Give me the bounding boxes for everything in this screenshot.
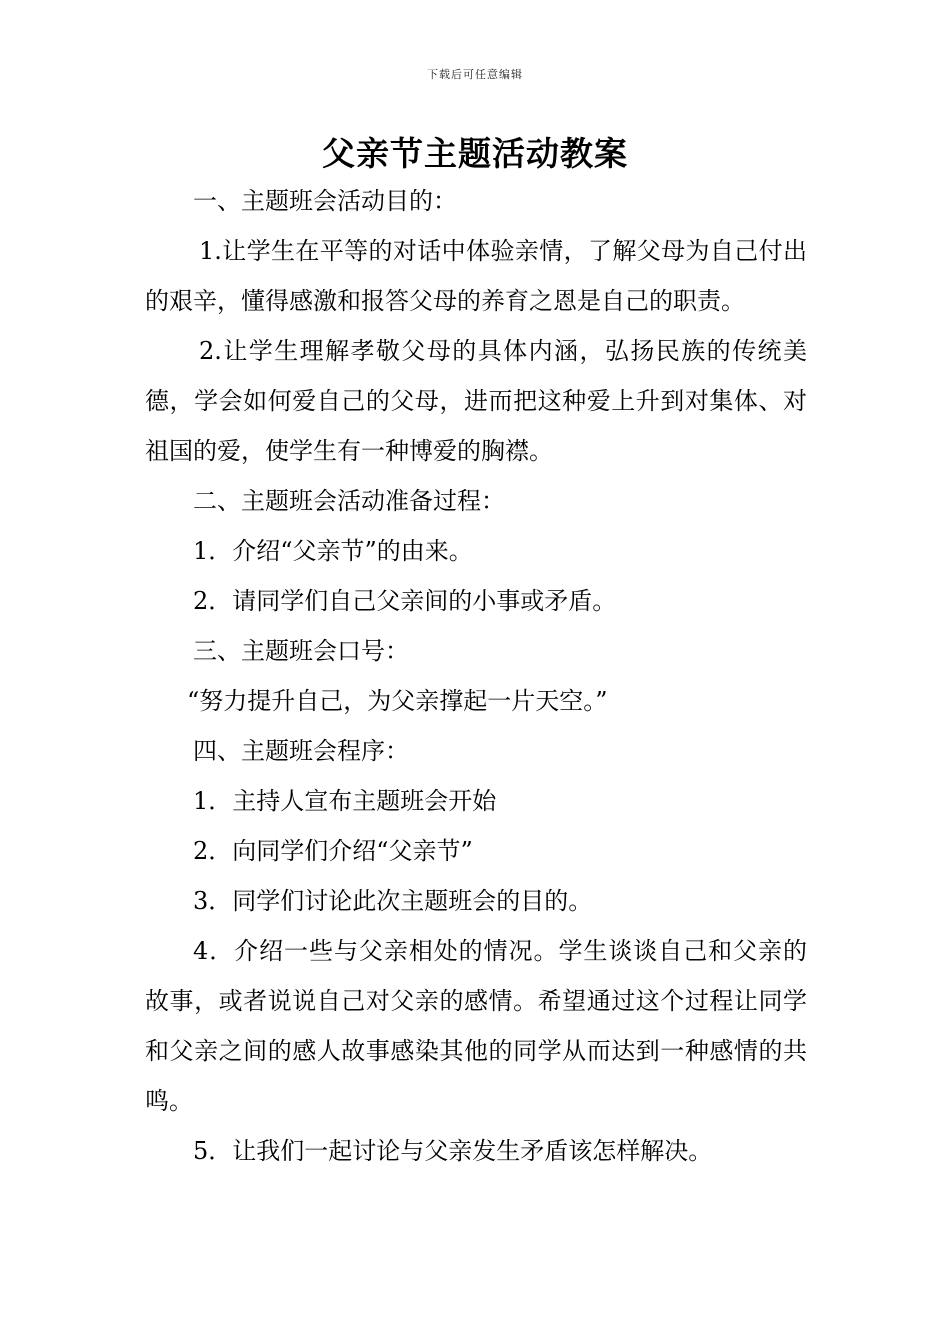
section-heading-preparation: 二、主题班会活动准备过程：	[193, 487, 505, 515]
slogan-quote: “努力提升自己，为父亲撑起一片天空。”	[187, 687, 608, 715]
document-title: 父亲节主题活动教案	[322, 134, 628, 173]
list-item-procedure-2: 2．向同学们介绍“父亲节”	[193, 837, 473, 865]
list-item-procedure-3: 3．同学们讨论此次主题班会的目的。	[193, 887, 593, 915]
header-note: 下载后可任意编辑	[427, 68, 523, 81]
list-item-preparation-1: 1．介绍“父亲节”的由来。	[193, 537, 473, 565]
document-body	[145, 176, 807, 1176]
section-heading-slogan: 三、主题班会口号：	[193, 637, 409, 665]
paragraph-purpose-2: 2.让学生理解孝敬父母的具体内涵，弘扬民族的传统美德，学会如何爱自己的父母，进而把这种爱上升到对集体、对祖国的爱，使学生有一种博爱的胸襟。	[145, 337, 807, 465]
list-item-procedure-1: 1．主持人宣布主题班会开始	[193, 787, 497, 815]
section-heading-procedure: 四、主题班会程序：	[193, 737, 409, 765]
paragraph-purpose-1: 1.让学生在平等的对话中体验亲情，了解父母为自己付出的艰辛，懂得感激和报答父母的养育之恩是自己的职责。	[145, 237, 807, 315]
section-heading-purpose: 一、主题班会活动目的：	[193, 187, 457, 215]
list-item-procedure-4: 4．介绍一些与父亲相处的情况。学生谈谈自己和父亲的故事，或者说说自己对父亲的感情。希望通过这个过程让同学和父亲之间的感人故事感染其他的同学从而达到一种感情的共鸣。	[145, 937, 807, 1115]
list-item-preparation-2: 2．请同学们自己父亲间的小事或矛盾。	[193, 587, 617, 615]
list-item-procedure-5: 5．让我们一起讨论与父亲发生矛盾该怎样解决。	[193, 1137, 713, 1165]
